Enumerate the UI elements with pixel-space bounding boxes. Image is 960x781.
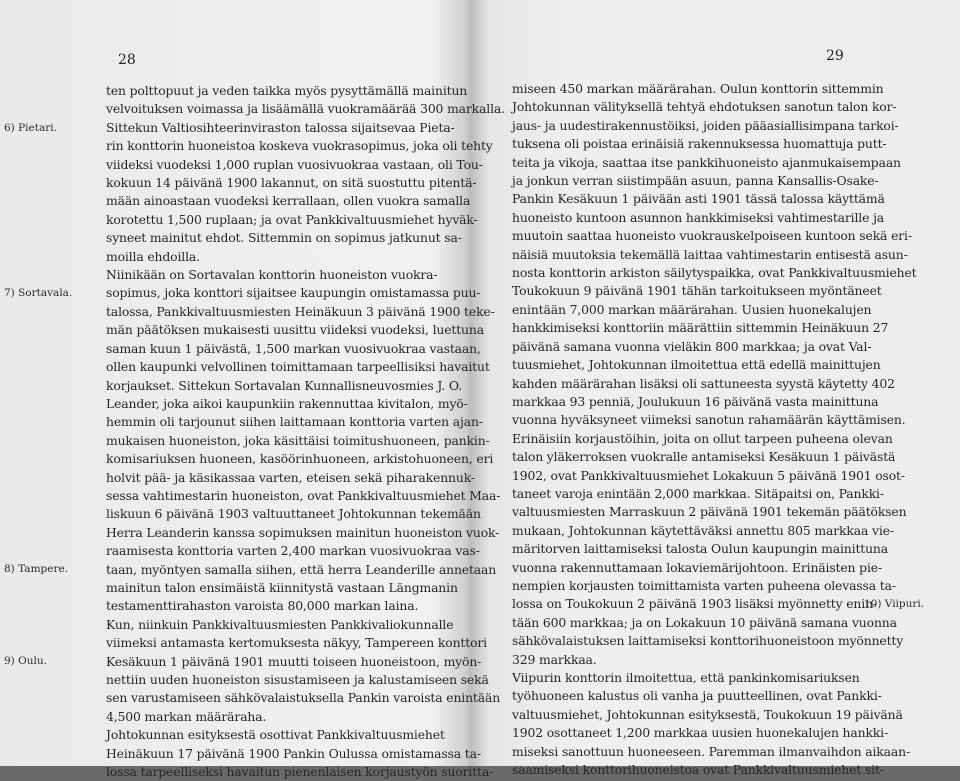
text-line: hemmin oli tarjounut siihen laittamaan konttoria varten ajan-: [106, 414, 483, 430]
text-line: tuusmiehet, Johtokunnan ilmoitettua että edellä mainittujen: [512, 357, 881, 373]
text-line: jaus- ja uudestirakennustöiksi, joiden pääasiallisimpana tarkoi-: [512, 117, 899, 133]
text-line: lossa tarpeelliseksi havaitun pienenlaisen korjaustyön suoritta-: [106, 764, 494, 780]
text-line: mukaisen huoneiston, joka käsittäisi toimitushuoneen, pankin-: [106, 432, 490, 448]
text-line: päivänä samana vuonna vieläkin 800 markkaa; ja ovat Val-: [512, 338, 872, 354]
text-line: taan, myöntyen samalla siihen, että herra Leanderille annetaan: [106, 561, 497, 577]
text-line: Sittekun Valtiosihteerinviraston talossa sijaitsevaa Pieta-: [106, 119, 455, 135]
text-line: markkaa 93 penniä, Joulukuun 16 päivänä vasta mainittuna: [512, 393, 879, 409]
margin-note: 9) Oulu.: [4, 655, 47, 668]
text-line: teita ja vikoja, saattaa itse pankkihuoneisto ajanmukaisempaan: [512, 154, 901, 170]
text-line: Heinäkuun 17 päivänä 1900 Pankin Oulussa omistamassa ta-: [106, 745, 481, 761]
text-line: nosta konttorin arkiston säilytyspaikka, ovat Pankkivaltuusmiehet: [512, 265, 917, 281]
text-line: Viipurin konttorin ilmoitettua, että pankinkomisariuksen: [512, 670, 860, 685]
text-line: viideksi vuodeksi 1,000 ruplan vuosivuokraa vastaan, oli Tou-: [106, 156, 483, 172]
text-line: kahden määrärahan lisäksi oli sattuneesta syystä käytetty 402: [512, 375, 895, 391]
text-line: sen varustamiseen sähkövalaistuksella Pankin varoista enintään: [106, 690, 501, 706]
text-line: taneet varoja enintään 2,000 markkaa. Sitäpaitsi on, Pankki-: [512, 485, 884, 501]
text-line: Johtokunnan esityksestä osottivat Pankkivaltuusmiehet: [106, 727, 445, 743]
text-line: mään ainoastaan vuodeksi kerrallaan, ollen vuokra samalla: [106, 193, 471, 209]
text-line: hankkimiseksi konttoriin määrättiin sittemmin Heinäkuun 27: [512, 320, 889, 336]
text-line: korjaukset. Sittekun Sortavalan Kunnallisneuvosmies J. O.: [106, 377, 462, 393]
text-line: saman kuun 1 päivästä, 1,500 markan vuosivuokraa vastaan,: [106, 340, 481, 356]
text-line: talossa, Pankkivaltuusmiesten Heinäkuun 3 päivänä 1900 teke-: [106, 303, 495, 319]
text-line: Erinäisiin korjaustöihin, joita on ollut tarpeen puheena olevan: [512, 430, 893, 446]
text-line: 1902, ovat Pankkivaltuusmiehet Lokakuun 5 päivänä 1901 osot-: [512, 467, 905, 483]
page-number: 28: [118, 52, 136, 68]
text-line: syneet mainitut ehdot. Sittemmin on sopimus jatkunut sa-: [106, 230, 462, 246]
text-line: Niinikään on Sortavalan konttorin huoneiston vuokra-: [106, 267, 438, 283]
right-page: [476, 0, 960, 778]
text-line: märitorven laittamiseksi talosta Oulun kaupungin mainittuna: [512, 541, 888, 557]
text-line: valtuusmiesten Marraskuun 2 päivänä 1901 tekemän päätöksen: [512, 504, 907, 520]
text-line: Pankin Kesäkuun 1 päivään asti 1901 tässä talossa käyttämä: [512, 191, 885, 207]
text-line: huoneisto kuntoon asunnon hankkimiseksi vahtimestarille ja: [512, 209, 885, 225]
text-line: vuonna hyväksyneet viimeksi sanotun rahamäärän käyttämisen.: [512, 412, 906, 428]
text-line: kokuun 14 päivänä 1900 lakannut, on sitä suostuttu pitentä-: [106, 175, 477, 191]
text-line: Herra Leanderin kanssa sopimuksen mainitun huoneiston vuok-: [106, 524, 500, 540]
text-line: sopimus, joka konttori sijaitsee kaupungin omistamassa puu-: [106, 285, 481, 301]
text-line: miseen 450 markan määrärahan. Oulun konttorin sittemmin: [512, 81, 884, 96]
text-line: moilla ehdoilla.: [106, 248, 200, 264]
text-line: holvit pää- ja käsikassaa varten, eteisen sekä piharakennuk-: [106, 469, 475, 485]
text-line: komisariuksen huoneen, kasöörinhuoneen, arkistohuoneen, eri: [106, 451, 494, 467]
text-line: män päätöksen mukaisesti uusittu viideksi vuodeksi, luettuna: [106, 322, 484, 338]
text-line: tään 600 markkaa; ja on Lokakuun 10 päivänä samana vuonna: [512, 614, 897, 630]
text-line: 329 markkaa.: [512, 651, 597, 667]
text-line: liskuun 6 päivänä 1903 valtuuttaneet Johtokunnan tekemään: [106, 506, 481, 522]
text-line: 4,500 markan määräraha.: [106, 708, 267, 724]
margin-note: 8) Tampere.: [4, 563, 69, 576]
text-line: työhuoneen kalustus oli vanha ja puutteellinen, ovat Pankki-: [512, 688, 882, 704]
page-number: 29: [826, 48, 844, 64]
text-line: 1902 osottaneet 1,200 markkaa uusien huonekalujen hankki-: [512, 725, 889, 741]
text-line: Leander, joka aikoi kaupunkiin rakennuttaa kivitalon, myö-: [106, 395, 468, 411]
text-line: Johtokunnan välityksellä tehtyä ehdotuksen sanotun talon kor-: [512, 99, 897, 115]
text-line: Kun, niinkuin Pankkivaltuusmiesten Pankkivaliokunnalle: [106, 616, 454, 632]
text-line: saamiseksi konttorihuoneistoa ovat Pankkivaltuusmiehet sit-: [512, 762, 884, 778]
text-line: talon yläkerroksen vuokralle antamiseksi Kesäkuun 1 päivästä: [512, 449, 896, 465]
text-line: mainitun talon ensimäistä kiinnitystä vastaan Längmanin: [106, 579, 458, 595]
text-line: nempien korjausten toimittamista varten puheena olevassa ta-: [512, 577, 896, 593]
text-line: sessa vahtimestarin huoneiston, ovat Pankkivaltuusmiehet Maa-: [106, 487, 501, 503]
text-line: mukaan, Johtokunnan käytettäväksi annettu 805 markkaa vie-: [512, 522, 894, 538]
text-line: Kesäkuun 1 päivänä 1901 muutti toiseen huoneistoon, myön-: [106, 653, 482, 669]
text-line: korotettu 1,500 ruplaan; ja ovat Pankkivaltuusmiehet hyväk-: [106, 211, 478, 227]
text-line: enintään 7,000 markan määrärahan. Uusien huonekalujen: [512, 301, 872, 317]
text-line: vuonna rakennuttamaan lokaviemärijohtoon. Erinäisten pie-: [512, 559, 882, 575]
margin-note: 10) Viipuri.: [864, 598, 925, 611]
text-line: ja jonkun verran siistimpään asuun, panna Kansallis-Osake-: [512, 173, 879, 189]
text-line: sähkövalaistuksen laittamiseksi konttorihuoneistoon myönnetty: [512, 633, 904, 649]
text-line: miseksi sanottuun huoneeseen. Paremman ilmanvaihdon aikaan-: [512, 743, 911, 759]
margin-note: 7) Sortavala.: [4, 287, 73, 300]
text-line: ollen kaupunki velvollinen toimittamaan tarpeellisiksi havaitut: [106, 359, 490, 375]
text-line: muutoin saattaa huoneisto vuokrauskelpoiseen kuntoon sekä eri-: [512, 228, 912, 244]
text-line: Toukokuun 9 päivänä 1901 tähän tarkoitukseen myöntäneet: [512, 283, 882, 299]
text-line: testamenttirahaston varoista 80,000 markan laina.: [106, 598, 419, 614]
text-line: viimeksi antamasta kertomuksesta näkyy, Tampereen konttori: [106, 635, 487, 651]
text-line: nettiin uuden huoneiston sisustamiseen ja kalustamiseen sekä: [106, 672, 489, 687]
margin-note: 6) Pietari.: [4, 121, 57, 134]
text-line: näisiä muutoksia tekemällä laittaa vahtimestarin entisestä asun-: [512, 246, 908, 262]
text-line: rin konttorin huoneistoa koskeva vuokrasopimus, joka oli tehty: [106, 138, 493, 154]
text-line: velvoituksen voimassa ja lisäämällä vuokramäärää 300 markalla.: [106, 101, 505, 117]
text-line: valtuusmiehet, Johtokunnan esityksestä, Toukokuun 19 päivänä: [512, 706, 903, 722]
body-text: [106, 82, 505, 781]
text-line: lossa on Toukokuun 2 päivänä 1903 lisäksi myönnetty enin-: [512, 596, 877, 612]
text-line: ten polttopuut ja veden taikka myös pysyttämällä mainitun: [106, 83, 468, 98]
text-line: tuksena oli poistaa erinäisiä rakennuksessa huomattuja putt-: [512, 136, 887, 152]
text-line: raamisesta konttoria varten 2,400 markan vuosivuokraa vas-: [106, 543, 480, 559]
